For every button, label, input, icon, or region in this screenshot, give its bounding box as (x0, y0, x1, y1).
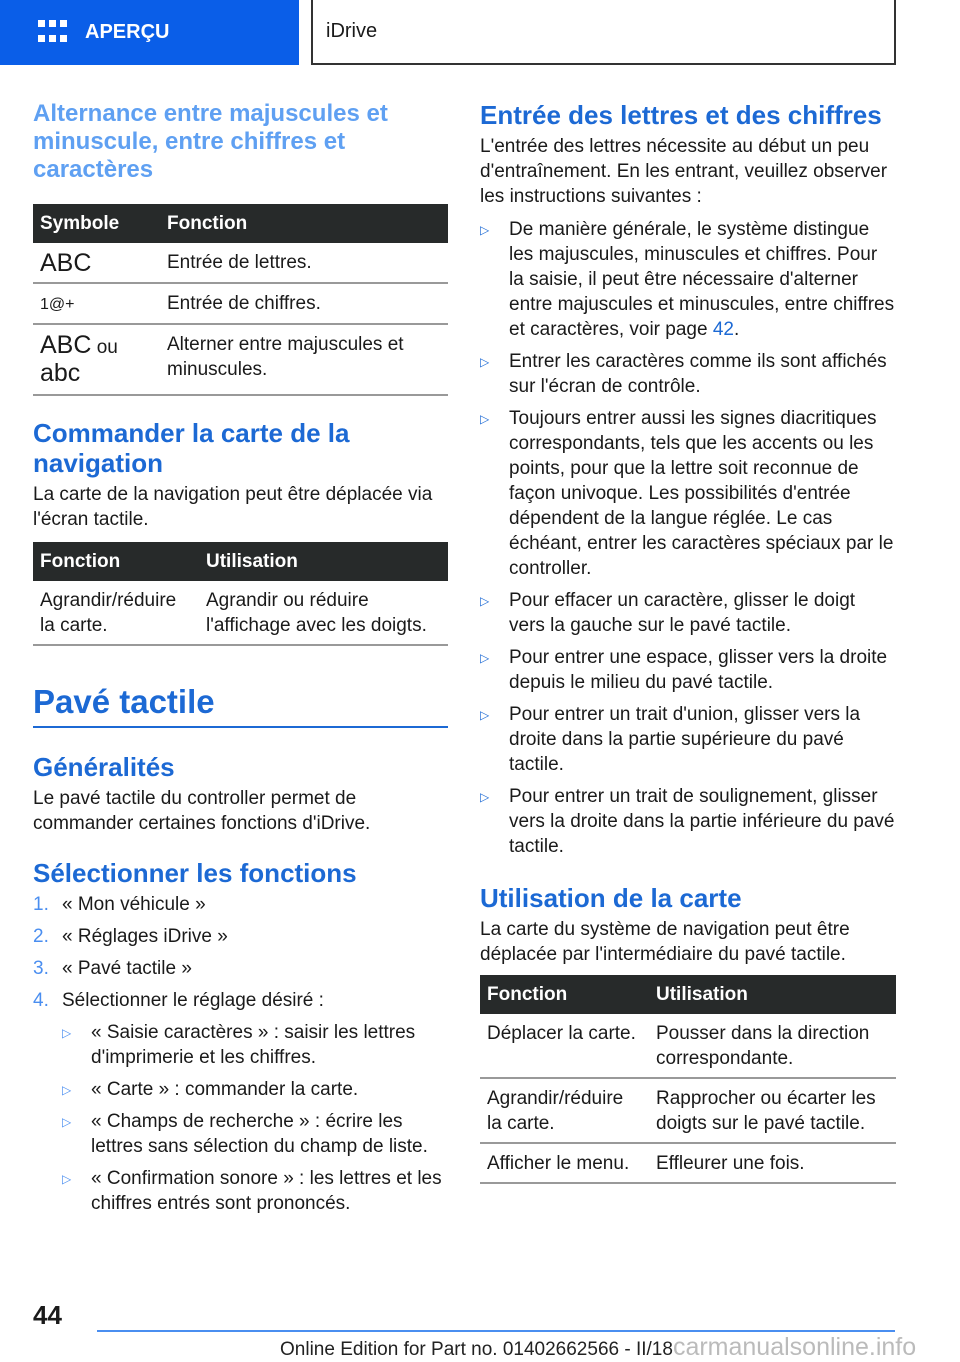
heading-entry: Entrée des lettres et des chiffres (480, 100, 882, 130)
list-item (62, 1109, 448, 1159)
footer-divider (97, 1330, 895, 1332)
sub-list (62, 1020, 448, 1216)
step-text: « Mon véhicule » (62, 894, 206, 915)
heading-generalites: Généralités (33, 752, 175, 782)
item-text: Pour entrer une espace, glisser vers la droite depuis le milieu du pavé tactile. (509, 647, 888, 693)
item-text: Entrer les caractères comme ils sont affichés sur l'écran de contrôle. (509, 351, 887, 397)
list-item (33, 892, 448, 917)
item-text: « Carte » : commander la carte. (91, 1079, 359, 1100)
triangle-right-icon: ▷ (480, 223, 490, 237)
triangle-right-icon: ▷ (480, 790, 490, 804)
item-text: « Saisie caractères » : saisir les lettres d'imprimerie et les chiffres. (91, 1022, 416, 1068)
list-item (480, 702, 896, 777)
nav-text: La carte de la navigation peut être déplacée via l'écran tactile. (33, 484, 433, 530)
heading-select: Sélectionner les fonctions (33, 858, 357, 888)
lower-symbol: abc (40, 359, 81, 387)
cell: Pousser dans la direction correspondante. (649, 1014, 896, 1078)
cell: Effleurer une fois. (649, 1143, 896, 1183)
nav-table (33, 542, 448, 646)
triangle-right-icon: ▷ (62, 1172, 72, 1186)
item-text: « Champs de recherche » : écrire les lettres sans sélection du champ de liste. (91, 1111, 428, 1157)
triangle-right-icon: ▷ (62, 1115, 72, 1129)
triangle-right-icon: ▷ (62, 1026, 72, 1040)
list-item (33, 988, 448, 1216)
step-number: 2. (33, 926, 49, 947)
chapter-title: iDrive (326, 20, 378, 42)
list-item (62, 1077, 448, 1102)
carte-table (480, 975, 896, 1184)
heading-nav: Commander la carte de la navigation (33, 418, 350, 478)
list-item (62, 1020, 448, 1070)
cell: Rapprocher ou écarter les doigts sur le pavé tactile. (649, 1078, 896, 1143)
heading-alternance: Alternance entre majuscules et minuscule, entre chiffres et caractères (33, 100, 388, 183)
step-number: 4. (33, 990, 49, 1011)
cell: Agrandir ou réduire l'affichage avec les doigts. (199, 581, 448, 645)
carte-text: La carte du système de navigation peut être déplacée par l'intermédiaire du pavé tactile. (480, 919, 850, 965)
col-header: Fonction (480, 975, 649, 1014)
list-item (33, 924, 448, 949)
step-text: Sélectionner le réglage désiré : (62, 990, 324, 1011)
triangle-right-icon: ▷ (480, 651, 490, 665)
function-cell: Alterner entre majuscules et minuscules. (160, 324, 448, 395)
cell: Afficher le menu. (480, 1143, 649, 1183)
col-header: Utilisation (649, 975, 896, 1014)
left-column (33, 100, 448, 1223)
cell: Agrandir/réduire la carte. (480, 1078, 649, 1143)
symbol-cell: ABC (33, 243, 160, 283)
table-row (33, 324, 448, 395)
grid-icon (38, 20, 67, 45)
table-row (480, 1078, 896, 1143)
function-cell: Entrée de lettres. (160, 243, 448, 283)
triangle-right-icon: ▷ (480, 708, 490, 722)
table-row (33, 283, 448, 324)
symbol-cell (33, 283, 160, 324)
table-row (33, 243, 448, 283)
item-text: De manière générale, le système distingue les majuscules, minuscules et chiffres. Pour la saisie, il peut être nécessaire d'alterner entre majuscules et minuscules, entre chiffres et caractères, voir page (509, 219, 895, 340)
symbol-table (33, 204, 448, 396)
list-item (480, 406, 896, 581)
table-row (480, 1014, 896, 1078)
page-number: 44 (33, 1300, 62, 1330)
triangle-right-icon: ▷ (480, 594, 490, 608)
step-text: « Pavé tactile » (62, 958, 192, 979)
list-item (62, 1166, 448, 1216)
or-text: ou (96, 337, 118, 358)
entry-list (480, 217, 896, 859)
step-number: 1. (33, 894, 49, 915)
symbol-cell (33, 324, 160, 395)
edition-text: Online Edition for Part no. 01402662566 - II/18 (280, 1339, 673, 1360)
cell: Agrandir/réduire la carte. (33, 581, 199, 645)
item-text: Pour entrer un trait d'union, glisser vers la droite dans la partie supérieure du pavé tactile. (509, 704, 861, 775)
cell: Déplacer la carte. (480, 1014, 649, 1078)
item-text: Pour entrer un trait de soulignement, glisser vers la droite dans la partie inférieure du pavé tactile. (509, 786, 895, 857)
item-text: « Confirmation sonore » : les lettres et les chiffres entrés sont prononcés. (91, 1168, 442, 1214)
col-header: Symbole (33, 204, 160, 243)
footer-edition (280, 1333, 916, 1362)
item-text: Pour effacer un caractère, glisser le doigt vers la gauche sur le pavé tactile. (509, 590, 856, 636)
upper-symbol: ABC (40, 331, 92, 359)
triangle-right-icon: ▷ (480, 355, 490, 369)
list-item (480, 349, 896, 399)
col-header: Fonction (160, 204, 448, 243)
list-item (480, 645, 896, 695)
right-column (480, 100, 896, 1184)
item-text: Toujours entrer aussi les signes diacritiques correspondants, tels que les accents ou les points, pour que la lettre soit reconnue de façon univoque. Les possibilités d'entrée dépendent de la langue réglée. Le cas échéant, entrer les caractères spéciaux par le controller. (509, 408, 894, 579)
section-tab[interactable] (0, 0, 299, 65)
step-text: « Réglages iDrive » (62, 926, 228, 947)
list-item (33, 956, 448, 981)
section-title: APERÇU (85, 21, 170, 43)
function-cell: Entrée de chiffres. (160, 283, 448, 324)
step-number: 3. (33, 958, 49, 979)
triangle-right-icon: ▷ (62, 1083, 72, 1097)
list-item (480, 784, 896, 859)
watermark: carmanualsonline.info (672, 1333, 917, 1361)
table-row (33, 581, 448, 645)
heading-pave: Pavé tactile (33, 682, 448, 728)
generalites-text: Le pavé tactile du controller permet de commander certaines fonctions d'iDrive. (33, 788, 371, 834)
list-item: ▷ De manière générale, le système distingue les majuscules, minuscules et chiffres. Pour la saisie, il peut être nécessaire d'alterner entre majuscules et minuscules, entre chiffres et caractères, voir page 42. (480, 219, 895, 340)
triangle-right-icon: ▷ (480, 412, 490, 426)
list-item (480, 588, 896, 638)
col-header: Fonction (33, 542, 199, 581)
col-header: Utilisation (199, 542, 448, 581)
chapter-tab[interactable] (311, 0, 896, 65)
table-row (480, 1143, 896, 1183)
page-link[interactable]: 42 (712, 319, 734, 340)
steps-list (33, 892, 448, 1216)
heading-carte: Utilisation de la carte (480, 883, 742, 913)
number-symbol: 1@+ (40, 296, 75, 313)
entry-text: L'entrée des lettres nécessite au début un peu d'entraînement. En les entrant, veuillez observer les instructions suivantes : (480, 136, 888, 207)
